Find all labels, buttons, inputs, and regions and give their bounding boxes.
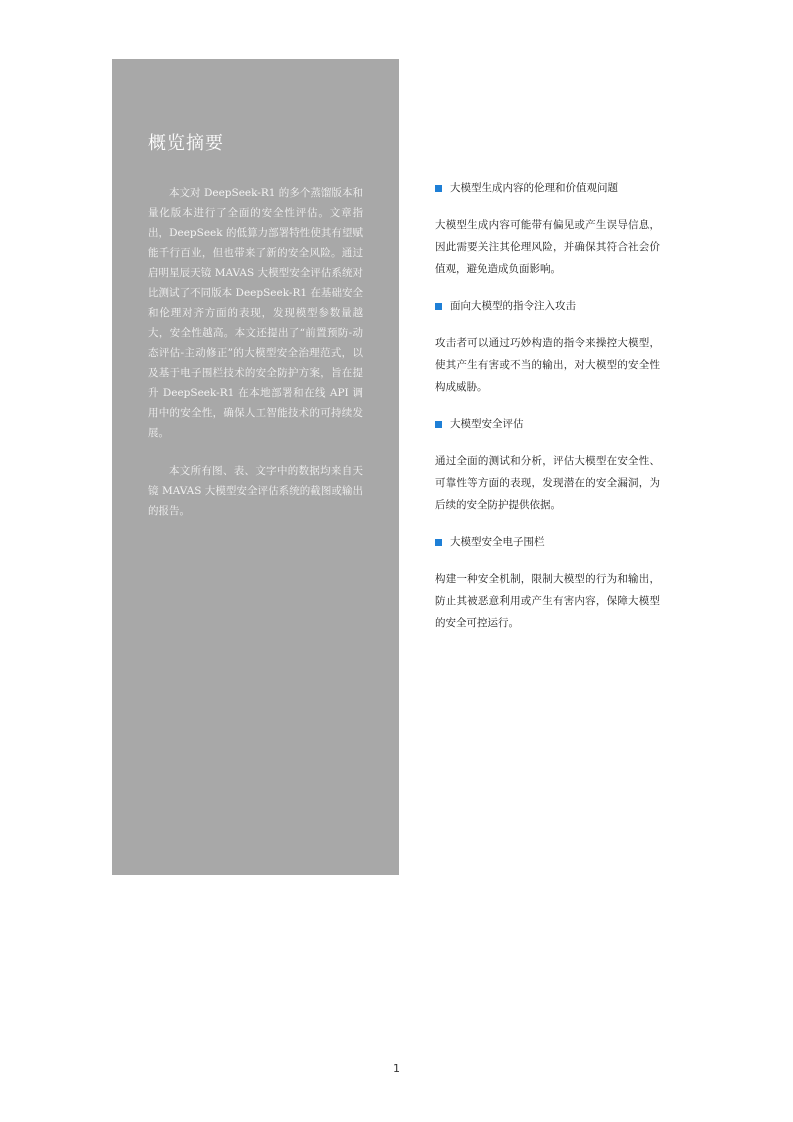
square-bullet-icon: [435, 539, 442, 546]
square-bullet-icon: [435, 421, 442, 428]
topic-body: 大模型生成内容可能带有偏见或产生误导信息，因此需要关注其伦理风险，并确保其符合社会价值观，避免造成负面影响。: [435, 219, 660, 275]
topic-section-evaluation: [435, 414, 660, 516]
topic-heading: [435, 532, 660, 552]
summary-paragraph-2: 本文所有图、表、文字中的数据均来自天镜 MAVAS 大模型安全评估系统的截图或输出的报告。: [148, 465, 363, 517]
page-number: 1: [393, 1062, 400, 1075]
topic-section-ethics: [435, 178, 660, 280]
topic-heading: [435, 414, 660, 434]
topic-body: 构建一种安全机制，限制大模型的行为和输出，防止其被恶意利用或产生有害内容，保障大模型的安全可控运行。: [435, 573, 660, 629]
square-bullet-icon: [435, 185, 442, 192]
summary-paragraph-1: 本文对 DeepSeek-R1 的多个蒸馏版本和量化版本进行了全面的安全性评估。文章指出，DeepSeek 的低算力部署特性使其有望赋能千行百业，但也带来了新的安全风险。通过启明星辰天镜 MAVAS 大模型安全评估系统对比测试了不同版本 DeepSeek-R1 在基础安全和伦理对齐方面的表现，发现模型参数量越大，安全性越高。本文还提出了“前置预防-动态评估-主动修正”的大模型安全治理范式，以及基于电子围栏技术的安全防护方案，旨在提升 DeepSeek-R1 在本地部署和在线 API 调用中的安全性，确保人工智能技术的可持续发展。: [148, 187, 363, 439]
topic-heading-text: 大模型安全电子围栏: [450, 536, 545, 548]
topic-body: 通过全面的测试和分析，评估大模型在安全性、可靠性等方面的表现，发现潜在的安全漏洞，为后续的安全防护提供依据。: [435, 455, 660, 511]
topic-heading-text: 面向大模型的指令注入攻击: [450, 300, 576, 312]
topic-heading: [435, 296, 660, 316]
topics-column: [435, 178, 660, 650]
summary-title: 概览摘要: [148, 133, 224, 154]
topic-body: 攻击者可以通过巧妙构造的指令来操控大模型，使其产生有害或不当的输出，对大模型的安全性构成威胁。: [435, 337, 660, 393]
topic-heading-text: 大模型生成内容的伦理和价值观问题: [450, 182, 618, 194]
summary-panel: [112, 59, 399, 875]
square-bullet-icon: [435, 303, 442, 310]
topic-section-fence: [435, 532, 660, 634]
topic-heading: [435, 178, 660, 198]
topic-section-injection: [435, 296, 660, 398]
topic-heading-text: 大模型安全评估: [450, 418, 524, 430]
